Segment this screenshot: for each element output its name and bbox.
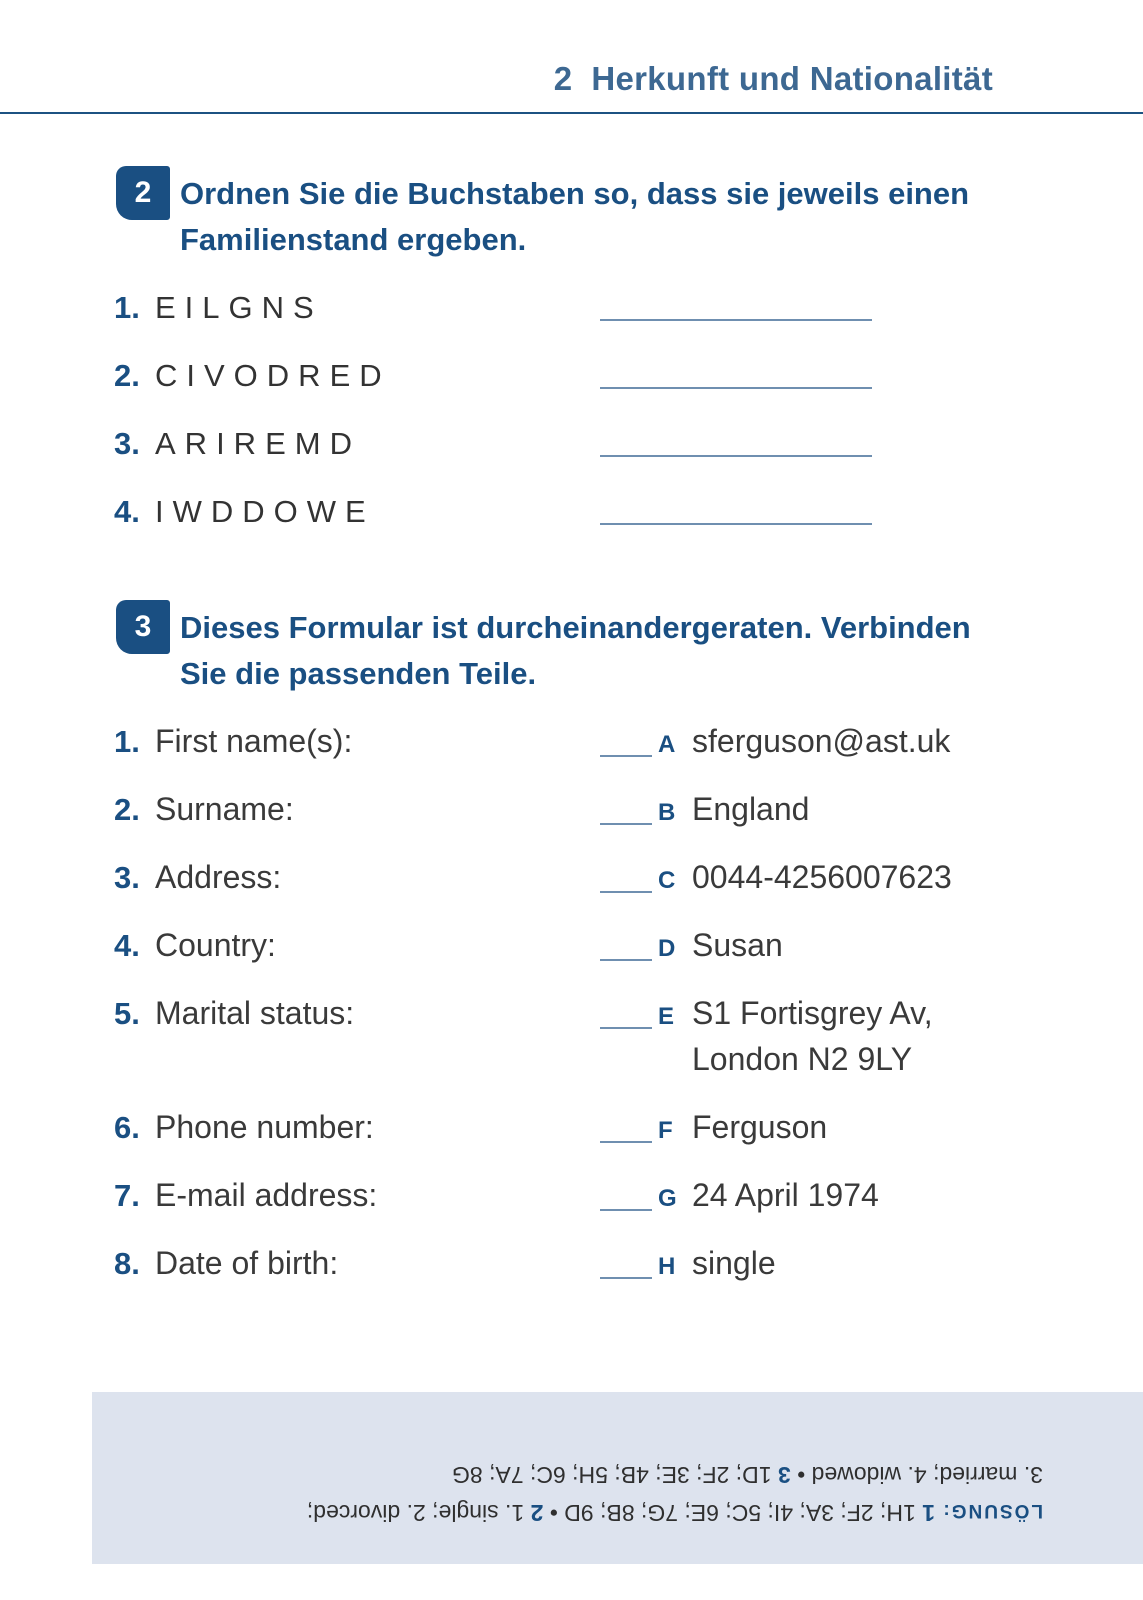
option-letter: G xyxy=(658,1185,677,1212)
item-number: 3. xyxy=(114,426,140,461)
solution-ex1-number: 1 xyxy=(922,1500,935,1526)
chapter-number: 2 xyxy=(553,60,573,97)
solution-key: LÖSUNG: xyxy=(941,1500,1043,1521)
option-text-line-1: S1 Fortisgrey Av, xyxy=(692,995,933,1031)
option-text: 0044-4256007623 xyxy=(692,859,952,895)
field-label: Surname: xyxy=(155,791,294,827)
scrambled-word: IWDDOWE xyxy=(155,494,375,529)
option-letter: E xyxy=(658,1003,675,1030)
solution-bullet: • xyxy=(549,1500,558,1526)
field-label: Date of birth: xyxy=(155,1245,339,1281)
exercise-2-badge: 2 xyxy=(116,166,170,220)
option-letter: B xyxy=(658,799,676,826)
field-number: 6. xyxy=(114,1110,140,1145)
field-label: Address: xyxy=(155,859,282,895)
option-text: Susan xyxy=(692,927,783,963)
field-number: 4. xyxy=(114,928,140,963)
option-letter: A xyxy=(658,731,676,758)
option-text: Ferguson xyxy=(692,1109,828,1145)
solution-line-1 xyxy=(307,1499,1043,1526)
match-blank[interactable] xyxy=(600,959,652,961)
field-label: Country: xyxy=(155,927,276,963)
answer-blank[interactable] xyxy=(600,387,872,389)
solution-ex2-answers-a: 1. single; 2. divorced; xyxy=(306,1500,525,1526)
field-number: 3. xyxy=(114,860,140,895)
solution-ex3-answers: 1D; 2F; 3E; 4B; 5H; 6C; 7A; 8G xyxy=(451,1462,772,1488)
solution-ex1-answers: 1H; 2F; 3A; 4I; 5C; 6E; 7G; 8B; 9D xyxy=(564,1500,916,1526)
field-number: 2. xyxy=(114,792,140,827)
header-divider xyxy=(0,112,1143,114)
exercise-3-instruction-line-1: Dieses Formular ist durcheinandergeraten. Verbinden xyxy=(180,610,971,645)
option-letter: C xyxy=(658,867,676,894)
match-blank[interactable] xyxy=(600,823,652,825)
answer-blank[interactable] xyxy=(600,523,872,525)
exercise-2-instruction-line-1: Ordnen Sie die Buchstaben so, dass sie jeweils einen xyxy=(180,176,970,211)
match-blank[interactable] xyxy=(600,891,652,893)
option-letter: H xyxy=(658,1253,676,1280)
solution-ex2-number: 2 xyxy=(530,1500,544,1526)
field-label: E-mail address: xyxy=(155,1177,378,1213)
scrambled-word: CIVODRED xyxy=(155,358,391,393)
solution-ex3-number: 3 xyxy=(777,1462,791,1488)
item-number: 4. xyxy=(114,494,140,529)
option-text xyxy=(692,990,933,1082)
match-blank[interactable] xyxy=(600,1209,652,1211)
scrambled-word: ARIREMD xyxy=(155,426,361,461)
answer-blank[interactable] xyxy=(600,455,872,457)
answer-blank[interactable] xyxy=(600,319,872,321)
solution-box xyxy=(92,1392,1143,1564)
field-number: 7. xyxy=(114,1178,140,1213)
item-number: 2. xyxy=(114,358,140,393)
field-label: Marital status: xyxy=(155,995,355,1031)
field-label: Phone number: xyxy=(155,1109,374,1145)
solution-line-2 xyxy=(452,1461,1043,1488)
match-blank[interactable] xyxy=(600,1277,652,1279)
exercise-2-instruction-line-2: Familienstand ergeben. xyxy=(180,222,527,257)
field-number: 1. xyxy=(114,724,140,759)
field-label: First name(s): xyxy=(155,723,353,759)
exercise-3-instruction xyxy=(180,605,1030,697)
solution-bullet: • xyxy=(797,1462,806,1488)
option-letter: D xyxy=(658,935,676,962)
match-blank[interactable] xyxy=(600,1141,652,1143)
match-blank[interactable] xyxy=(600,755,652,757)
scrambled-word: EILGNS xyxy=(155,290,323,325)
match-blank[interactable] xyxy=(600,1027,652,1029)
solution-ex2-answers-b: 3. married; 4. widowed xyxy=(811,1462,1043,1488)
exercise-3-badge: 3 xyxy=(116,600,170,654)
option-text-line-2: London N2 9LY xyxy=(692,1041,913,1077)
chapter-name: Herkunft und Nationalität xyxy=(591,60,993,97)
solution-upside-down xyxy=(92,1392,1143,1564)
option-text: England xyxy=(692,791,810,827)
exercise-2-instruction xyxy=(180,171,1030,263)
chapter-title xyxy=(554,60,993,98)
field-number: 5. xyxy=(114,996,140,1031)
option-text: 24 April 1974 xyxy=(692,1177,879,1213)
field-number: 8. xyxy=(114,1246,140,1281)
item-number: 1. xyxy=(114,290,140,325)
option-letter: F xyxy=(658,1117,673,1144)
exercise-3-instruction-line-2: Sie die passenden Teile. xyxy=(180,656,537,691)
option-text: sferguson@ast.uk xyxy=(692,723,951,759)
option-text: single xyxy=(692,1245,776,1281)
